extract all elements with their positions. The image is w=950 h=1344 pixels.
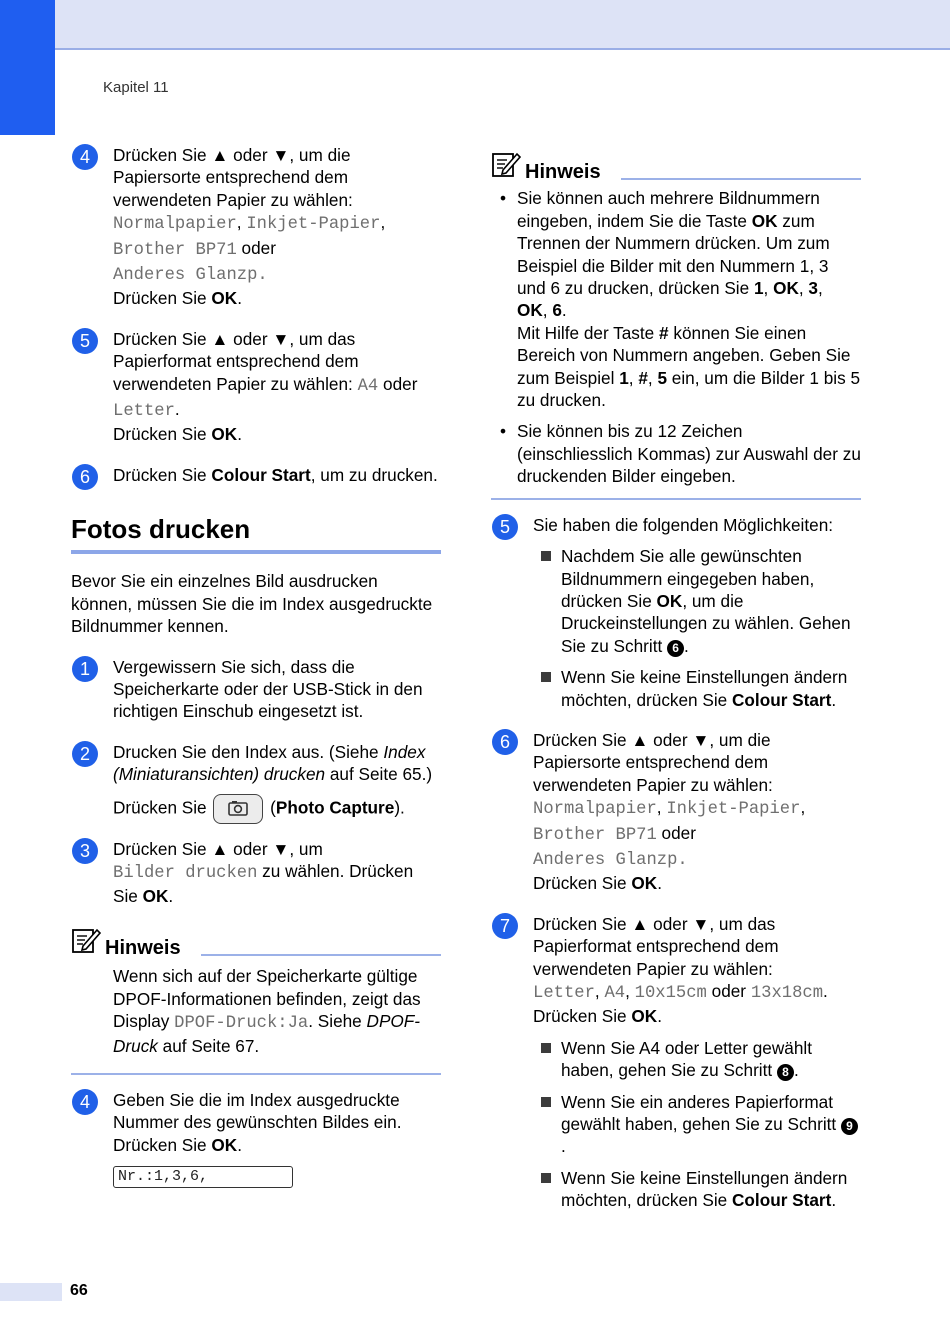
key-label: # bbox=[659, 322, 669, 343]
step-text: Drücken Sie bbox=[113, 288, 212, 309]
step-3-select-print bbox=[71, 838, 441, 908]
step-text: ( bbox=[265, 797, 276, 818]
separator: , bbox=[800, 797, 806, 818]
note-box-dpof bbox=[71, 926, 441, 1075]
step-4-enter-number bbox=[71, 1089, 441, 1188]
separator: , bbox=[798, 278, 809, 299]
separator: oder bbox=[236, 237, 276, 258]
lcd-option: Inkjet-Papier bbox=[246, 215, 381, 235]
note-text-part: auf Seite 67. bbox=[157, 1036, 260, 1057]
step-text: Drücken Sie ▲ oder ▼, um die Papiersorte entsprechend dem verwendeten Papier zu wählen: bbox=[533, 729, 773, 795]
key-label: 5 bbox=[657, 367, 668, 388]
lcd-option: 10x15cm bbox=[634, 984, 707, 1003]
note-pencil-icon bbox=[491, 150, 521, 183]
cross-reference: DPOF-Druck bbox=[113, 1010, 420, 1057]
punct: . bbox=[831, 1190, 837, 1211]
section-rule bbox=[71, 550, 441, 554]
lcd-option: Brother BP71 bbox=[533, 825, 657, 845]
key-label: OK bbox=[211, 288, 238, 309]
key-label: OK bbox=[142, 886, 169, 907]
step-text: Drücken Sie bbox=[113, 1134, 212, 1155]
step-text: Vergewissern Sie sich, dass die Speicherkarte oder der USB-Stick in den richtigen Einschub eingesetzt ist. bbox=[113, 656, 423, 722]
note-bullet bbox=[491, 187, 861, 411]
key-label: Colour Start bbox=[732, 689, 832, 710]
separator: , bbox=[236, 212, 247, 233]
option-item bbox=[541, 545, 861, 657]
separator: oder bbox=[378, 373, 418, 394]
key-label: OK bbox=[211, 1134, 238, 1155]
right-column bbox=[491, 150, 861, 1212]
key-label: # bbox=[638, 367, 648, 388]
step-6-paper-type bbox=[491, 729, 861, 895]
footer-bar bbox=[0, 1283, 62, 1301]
photo-capture-button-icon bbox=[213, 794, 263, 824]
separator: , bbox=[647, 367, 658, 388]
punct: . bbox=[168, 886, 174, 907]
step-number-badge: 4 bbox=[72, 1089, 98, 1115]
note-rule bbox=[621, 178, 861, 180]
step-reference: 9 bbox=[841, 1118, 858, 1135]
lcd-option: 13x18cm bbox=[750, 984, 824, 1003]
punct: . bbox=[657, 873, 662, 894]
step-5-options bbox=[491, 514, 861, 711]
press-photo-capture bbox=[113, 794, 441, 824]
option-text: Wenn Sie A4 oder Letter gewählt haben, gehen Sie zu Schritt bbox=[561, 1037, 812, 1081]
note-rule bbox=[201, 954, 441, 956]
lcd-display: Nr.:1,3,6, bbox=[113, 1166, 293, 1188]
separator: , bbox=[594, 981, 605, 1001]
note-text-part: Mit Hilfe der Taste bbox=[517, 322, 660, 343]
step-text: Drücken Sie bbox=[113, 464, 212, 485]
separator: , bbox=[763, 278, 774, 299]
option-item bbox=[541, 1037, 861, 1082]
step-number-badge: 5 bbox=[492, 514, 518, 540]
punct: ). bbox=[394, 797, 405, 818]
step-number-badge: 7 bbox=[492, 913, 518, 939]
step-4-paper-type bbox=[71, 144, 441, 310]
section-title: Fotos drucken bbox=[71, 514, 251, 545]
note-header bbox=[71, 926, 441, 959]
option-text: Wenn Sie keine Einstellungen ändern möchten, drücken Sie bbox=[561, 1167, 848, 1211]
step-text: Drücken Sie bbox=[113, 424, 212, 445]
key-label: 6 bbox=[552, 300, 562, 321]
intro-text: Bevor Sie ein einzelnes Bild ausdrucken können, müssen Sie die im Index ausgedruckte Bildnummer kennen. bbox=[71, 571, 433, 637]
separator: , bbox=[656, 797, 667, 818]
step-text: Drücken Sie ▲ oder ▼, um das Papierformat entsprechend dem verwendeten Papier zu wählen: bbox=[533, 913, 779, 979]
step-number-badge: 6 bbox=[492, 729, 518, 755]
section-header bbox=[71, 514, 441, 554]
step-reference: 6 bbox=[667, 640, 684, 657]
step-number-badge: 2 bbox=[72, 741, 98, 767]
key-label: OK bbox=[211, 424, 238, 445]
step-number-badge: 6 bbox=[72, 464, 98, 490]
note-box-multiple bbox=[491, 150, 861, 500]
note-text-part: Wenn sich auf der Speicherkarte gültige DPOF-Informationen befinden, zeigt das Display bbox=[113, 966, 421, 1031]
note-bottom-rule bbox=[71, 1073, 441, 1075]
lcd-option: Anderes Glanzp. bbox=[533, 850, 688, 870]
key-label: OK bbox=[517, 300, 543, 321]
note-text-part: . Siehe bbox=[308, 1010, 367, 1031]
note-title: Hinweis bbox=[105, 937, 181, 960]
key-label: Colour Start bbox=[211, 464, 311, 485]
lcd-option: A4 bbox=[604, 984, 626, 1003]
lcd-option: A4 bbox=[357, 376, 379, 396]
step-reference: 8 bbox=[777, 1064, 794, 1081]
lcd-option: DPOF-Druck:Ja bbox=[174, 1013, 309, 1033]
step-text: Drücken Sie ▲ oder ▼, um bbox=[113, 838, 323, 859]
step-text: Sie haben die folgenden Möglichkeiten: bbox=[533, 514, 834, 535]
lcd-option: Normalpapier bbox=[533, 800, 657, 820]
punct: . bbox=[237, 1134, 242, 1155]
note-header bbox=[491, 150, 861, 183]
step-6-start bbox=[71, 464, 441, 486]
note-text-part: ein, um die Bilder 1 bis 5 zu drucken. bbox=[517, 367, 861, 411]
separator: oder bbox=[706, 981, 751, 1001]
lcd-option: Letter bbox=[533, 984, 595, 1003]
punct: . bbox=[561, 1136, 566, 1157]
step-number-badge: 4 bbox=[72, 144, 98, 170]
key-label: OK bbox=[773, 278, 799, 299]
note-bottom-rule bbox=[491, 498, 861, 500]
step-1-insert-card bbox=[71, 656, 441, 723]
step-2-print-index bbox=[71, 741, 441, 824]
lcd-option: Brother BP71 bbox=[113, 240, 237, 260]
key-label: OK bbox=[656, 590, 683, 611]
step-text: Drücken Sie bbox=[533, 873, 632, 894]
key-label: OK bbox=[631, 873, 658, 894]
option-text: Wenn Sie keine Einstellungen ändern möchten, drücken Sie bbox=[561, 667, 848, 710]
step-text: Drücken Sie ▲ oder ▼, um die Papiersorte entsprechend dem verwendeten Papier zu wählen: bbox=[113, 145, 353, 210]
step-text: Drücken Sie ▲ oder ▼, um das Papierformat entsprechend dem verwendeten Papier zu wählen: bbox=[113, 328, 359, 394]
option-text: Wenn Sie ein anderes Papierformat gewählt haben, gehen Sie zu Schritt bbox=[561, 1091, 841, 1135]
note-bullet: • Sie können bis zu 12 Zeichen (einschliesslich Kommas) zur Auswahl der zu druckenden Bilder eingeben. bbox=[491, 420, 861, 487]
note-text-part: zum Trennen der Nummern drücken. Um zum Beispiel die Bilder mit den Nummern 1, 3 und 6 zu drucken, drücken Sie bbox=[517, 210, 830, 299]
lcd-option: Anderes Glanzp. bbox=[113, 266, 268, 286]
punct: . bbox=[831, 689, 837, 710]
step-number-badge: 3 bbox=[72, 838, 98, 864]
punct: . bbox=[793, 1060, 799, 1081]
punct: . bbox=[237, 288, 242, 309]
punct: . bbox=[237, 424, 242, 445]
step-text: Drücken Sie bbox=[113, 797, 212, 818]
separator: . bbox=[174, 399, 180, 420]
separator: , bbox=[542, 300, 553, 321]
separator: oder bbox=[656, 822, 696, 843]
key-label: 3 bbox=[808, 278, 818, 299]
left-column bbox=[71, 144, 441, 1188]
key-label: OK bbox=[751, 210, 778, 231]
note-text-part: können Sie einen Bereich von Nummern angeben. Geben Sie zum Beispiel bbox=[517, 322, 851, 388]
option-item bbox=[541, 1167, 861, 1212]
option-text: Nachdem Sie alle gewünschten Bildnummern eingegeben haben, drücken Sie bbox=[561, 546, 815, 611]
lcd-option: Normalpapier bbox=[113, 215, 237, 235]
note-title: Hinweis bbox=[525, 161, 601, 184]
lcd-option: Bilder drucken bbox=[113, 863, 258, 883]
separator: , bbox=[628, 367, 639, 388]
step-text: , um zu drucken. bbox=[310, 464, 438, 485]
option-item bbox=[541, 1091, 861, 1158]
step-number-badge: 5 bbox=[72, 328, 98, 354]
step-number-badge: 1 bbox=[72, 656, 98, 682]
page-number: 66 bbox=[70, 1282, 88, 1299]
step-text: Drücken Sie bbox=[533, 1006, 632, 1027]
step-text: Drucken Sie den Index aus. (Siehe bbox=[113, 741, 384, 762]
key-label: 1 bbox=[619, 367, 629, 388]
option-item bbox=[541, 666, 861, 711]
key-label: Photo Capture bbox=[275, 797, 395, 818]
lcd-option: Letter bbox=[113, 402, 175, 422]
cross-reference: Index (Miniaturansichten) drucken bbox=[113, 741, 426, 785]
step-5-paper-size bbox=[71, 328, 441, 446]
punct: . bbox=[657, 1006, 662, 1027]
punct: . bbox=[684, 635, 689, 656]
separator: , bbox=[380, 212, 386, 233]
key-label: Colour Start bbox=[732, 1190, 832, 1211]
separator: , bbox=[817, 278, 823, 299]
key-label: OK bbox=[631, 1006, 658, 1027]
chapter-label: Kapitel 11 bbox=[103, 79, 169, 96]
step-7-paper-size bbox=[491, 913, 861, 1212]
punct: . bbox=[823, 981, 828, 1001]
note-text-part: Sie können auch mehrere Bildnummern eingeben, indem Sie die Taste bbox=[517, 188, 820, 231]
note-pencil-icon bbox=[71, 926, 101, 959]
note-text bbox=[71, 965, 441, 1058]
step-text: zu wählen. Drücken Sie bbox=[113, 860, 414, 907]
separator: , bbox=[625, 981, 635, 1001]
punct: . bbox=[561, 300, 567, 321]
top-banner bbox=[0, 0, 950, 50]
lcd-option: Inkjet-Papier bbox=[666, 800, 801, 820]
option-text: , um die Druckeinstellungen zu wählen. Gehen Sie zu Schritt bbox=[561, 590, 851, 656]
step-text: Geben Sie die im Index ausgedruckte Nummer des gewünschten Bildes ein. bbox=[113, 1089, 402, 1133]
chapter-tab bbox=[0, 0, 55, 135]
key-label: 1 bbox=[753, 278, 764, 299]
step-text: auf Seite 65.) bbox=[325, 764, 433, 785]
